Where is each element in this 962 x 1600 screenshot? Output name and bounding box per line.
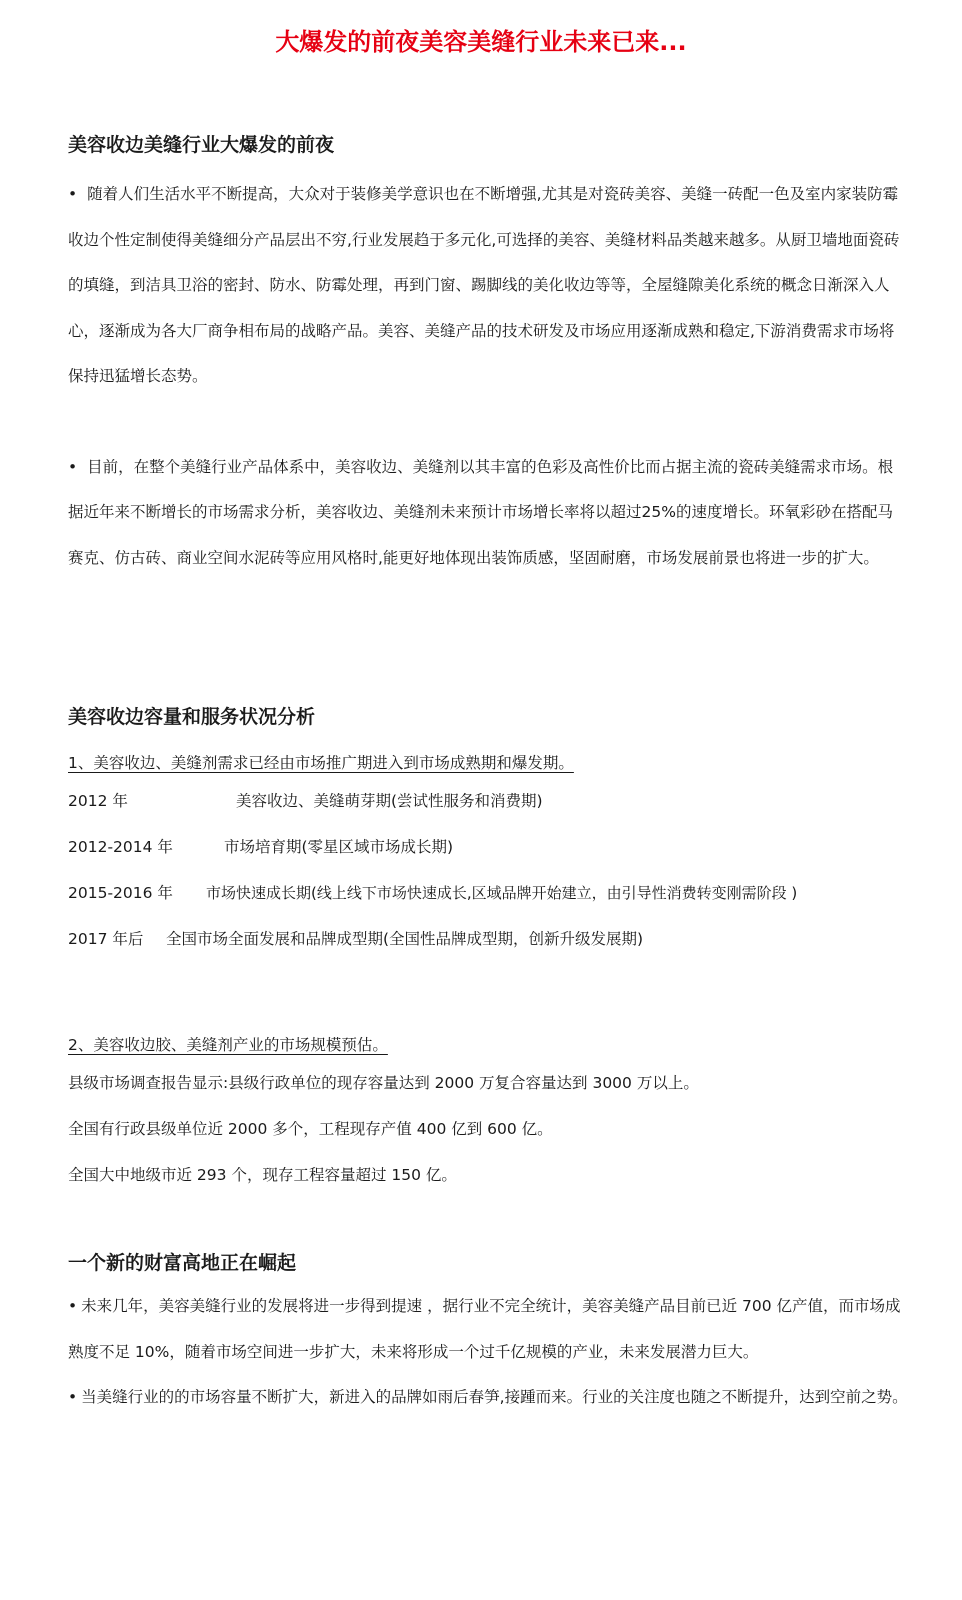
timeline-row xyxy=(68,824,908,870)
market-size-line: 全国有行政县级单位近 2000 多个，工程现存产值 400 亿到 600 亿。 xyxy=(68,1120,553,1138)
section-capacity-analysis xyxy=(68,702,908,1198)
market-size-line: 县级市场调查报告显示:县级行政单位的现存容量达到 2000 万复合容量达到 3000 万以上。 xyxy=(68,1074,699,1092)
bullet-paragraph xyxy=(68,1375,908,1421)
timeline-desc: 市场快速成长期(线上线下市场快速成长,区域品牌开始建立，由引导性消费转变刚需阶段 ) xyxy=(206,884,798,902)
paragraph-text: 未来几年，美容美缝行业的发展将进一步得到提速 ，据行业不完全统计，美容美缝产品目前已近 700 亿产值，而市场成熟度不足 10%，随着市场空间进一步扩大，未来将形成一个过千亿规模的产业，未来发展潜力巨大。 xyxy=(68,1297,901,1361)
section-heading: 美容收边美缝行业大爆发的前夜 xyxy=(68,134,335,156)
timeline-year: 2015-2016 年 xyxy=(68,884,173,902)
bullet-icon: • xyxy=(68,457,78,476)
bullet-paragraph xyxy=(68,172,908,400)
paragraph-text: 当美缝行业的的市场容量不断扩大，新进入的品牌如雨后春笋,接踵而来。行业的关注度也随之不断提升，达到空前之势。 xyxy=(81,1388,908,1406)
timeline-year: 2012 年 xyxy=(68,792,128,810)
bullet-paragraph xyxy=(68,445,908,582)
market-size-lines xyxy=(68,1060,908,1198)
section-wealth-highland xyxy=(68,1248,908,1421)
timeline-desc: 全国市场全面发展和品牌成型期(全国性品牌成型期，创新升级发展期) xyxy=(166,930,644,948)
timeline-desc: 市场培育期(零星区域市场成长期) xyxy=(224,838,454,856)
timeline-row xyxy=(68,870,908,916)
timeline-row xyxy=(68,916,908,962)
timeline-year: 2012-2014 年 xyxy=(68,838,173,856)
paragraph-text: 目前，在整个美缝行业产品体系中，美容收边、美缝剂以其丰富的色彩及高性价比而占据主流的瓷砖美缝需求市场。根据近年来不断增长的市场需求分析，美容收边、美缝剂未来预计市场增长率将以超过25%的速度增长。环氧彩砂在搭配马赛克、仿古砖、商业空间水泥砖等应用风格时,能更好地体现出装饰质感，坚固耐磨，市场发展前景也将进一步的扩大。 xyxy=(68,457,894,567)
timeline-desc: 美容收边、美缝萌芽期(尝试性服务和消费期) xyxy=(236,792,543,810)
bullet-icon: • xyxy=(68,185,78,203)
page-title: 大爆发的前夜美容美缝行业未来已来... xyxy=(275,28,687,56)
subsection-heading: 1、美容收边、美缝剂需求已经由市场推广期进入到市场成熟期和爆发期。 xyxy=(68,754,574,772)
paragraph-text: 随着人们生活水平不断提高，大众对于装修美学意识也在不断增强,尤其是对瓷砖美容、美缝一砖配一色及室内家装防霉收边个性定制使得美缝细分产品层出不穷,行业发展趋于多元化,可选择的美容、美缝材料品类越来越多。从厨卫墙地面瓷砖的填缝，到洁具卫浴的密封、防水、防霉处理，再到门窗、踢脚线的美化收边等等，全屋缝隙美化系统的概念日渐深入人心，逐渐成为各大厂商争相布局的战略产品。美容、美缝产品的技术研发及市场应用逐渐成熟和稳定,下游消费需求市场将保持迅猛增长态势。 xyxy=(68,185,900,385)
bullet-icon: • xyxy=(68,1388,78,1406)
timeline-row xyxy=(68,778,908,824)
subsection-heading: 2、美容收边胶、美缝剂产业的市场规模预估。 xyxy=(68,1036,388,1054)
timeline-year: 2017 年后 xyxy=(68,930,144,948)
timeline-list xyxy=(68,778,908,962)
section-heading: 一个新的财富高地正在崛起 xyxy=(68,1252,297,1274)
section-market-eve xyxy=(68,130,908,581)
bullet-icon: • xyxy=(68,1297,78,1315)
section-heading: 美容收边容量和服务状况分析 xyxy=(68,706,316,728)
bullet-paragraph xyxy=(68,1284,908,1375)
market-size-line: 全国大中地级市近 293 个，现存工程容量超过 150 亿。 xyxy=(68,1166,457,1184)
